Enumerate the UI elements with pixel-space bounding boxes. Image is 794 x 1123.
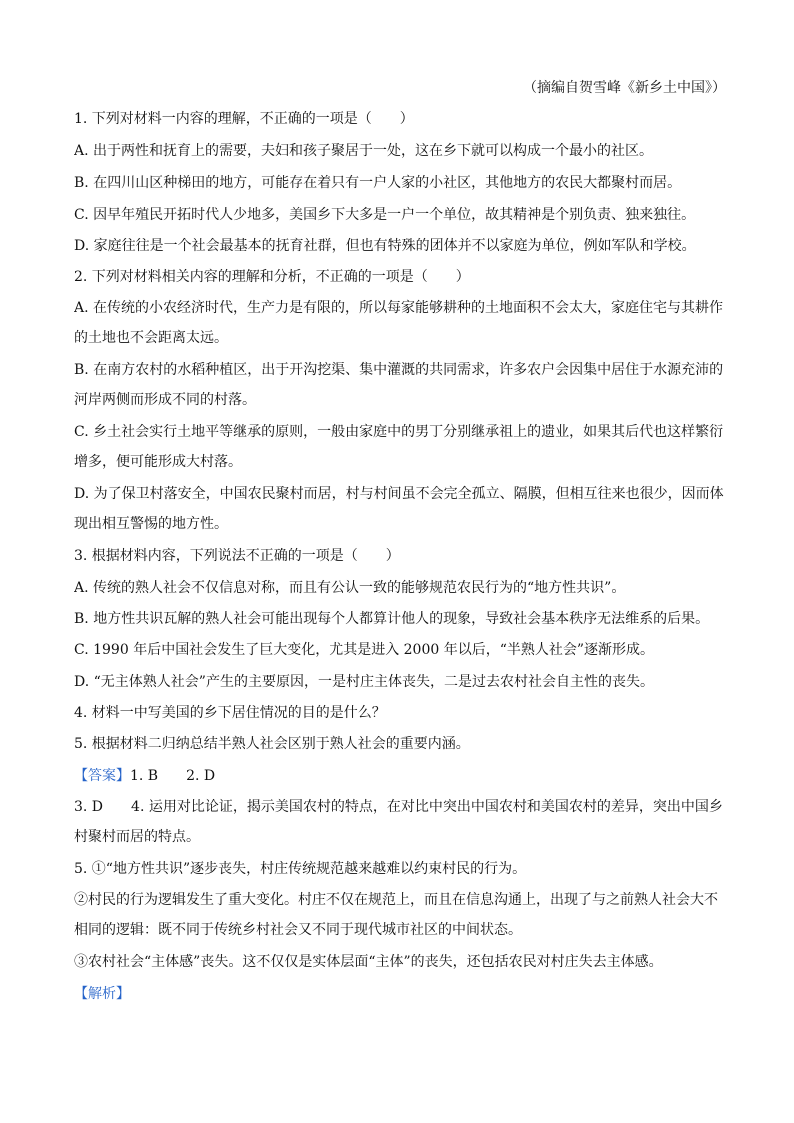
answer-line-5: ②村民的行为逻辑发生了重大变化。村庄不仅在规范上，而且在信息沟通上，出现了与之前熟人社会大不 <box>74 892 718 908</box>
answer-line-1-text: 1. B 2. D <box>130 768 216 784</box>
answer-label: 【答案】 <box>74 768 130 784</box>
q2-option-b-line1: B. 在南方农村的水稻种植区，出于开沟挖渠、集中灌溉的共同需求，许多农户会因集中居住于水源充沛的 <box>74 362 724 378</box>
answer-line-3: 村聚村而居的特点。 <box>74 829 200 845</box>
analysis-heading <box>74 984 728 1004</box>
q1-stem: 1. 下列对材料一内容的理解，不正确的一项是（ ） <box>74 111 414 127</box>
q3-option-d: D. “无主体熟人社会”产生的主要原因，一是村庄主体丧失，二是过去农村社会自主性的丧失。 <box>74 674 654 690</box>
q2-option-c-line1: C. 乡土社会实行土地平等继承的原则，一般由家庭中的男丁分别继承祖上的遗业，如果其后代也这样繁衍 <box>74 424 724 440</box>
answer-line-1 <box>74 766 728 786</box>
q3-option-a: A. 传统的熟人社会不仅信息对称，而且有公认一致的能够规范农民行为的“地方性共识”。 <box>74 580 626 596</box>
q1-option-a: A. 出于两性和抚育上的需要，夫妇和孩子聚居于一处，这在乡下就可以构成一个最小的社区。 <box>74 143 654 159</box>
q2-option-d-line2: 现出相互警惕的地方性。 <box>74 516 228 532</box>
answer-line-6: 相同的逻辑：既不同于传统乡村社会又不同于现代城市社区的中间状态。 <box>74 922 522 938</box>
q5-stem: 5. 根据材料二归纳总结半熟人社会区别于熟人社会的重要内涵。 <box>74 736 470 752</box>
q2-option-a-line2: 的土地也不会距离太远。 <box>74 330 228 346</box>
q2-option-a-line1: A. 在传统的小农经济时代，生产力是有限的，所以每家能够耕种的土地面积不会太大，家庭住宅与其耕作 <box>74 300 724 316</box>
source-citation: （摘编自贺雪峰《新乡土中国》） <box>523 80 726 96</box>
q2-option-d-line1: D. 为了保卫村落安全，中国农民聚村而居，村与村间虽不会完全孤立、隔膜，但相互往来也很少，因而体 <box>74 486 724 502</box>
q1-option-c: C. 因早年殖民开拓时代人少地多，美国乡下大多是一户一个单位，故其精神是个别负责、独来独往。 <box>74 207 696 223</box>
q1-option-b: B. 在四川山区种梯田的地方，可能存在着只有一户人家的小社区，其他地方的农民大都聚村而居。 <box>74 175 682 191</box>
q3-option-c: C. 1990 年后中国社会发生了巨大变化，尤其是进入 2000 年以后，“半熟人社会”逐渐形成。 <box>74 642 655 658</box>
analysis-label: 【解析】 <box>74 986 130 1002</box>
q2-option-b-line2: 河岸两侧而形成不同的村落。 <box>74 392 256 408</box>
q2-stem: 2. 下列对材料相关内容的理解和分析，不正确的一项是（ ） <box>74 269 470 285</box>
answer-line-2: 3. D 4. 运用对比论证，揭示美国农村的特点，在对比中突出中国农村和美国农村的差异，突出中国乡 <box>74 799 723 815</box>
q3-option-b: B. 地方性共识瓦解的熟人社会可能出现每个人都算计他人的现象，导致社会基本秩序无法维系的后果。 <box>74 611 710 627</box>
answer-line-4: 5. ①“地方性共识”逐步丧失，村庄传统规范越来越难以约束村民的行为。 <box>74 861 527 877</box>
q1-option-d: D. 家庭往往是一个社会最基本的抚育社群，但也有特殊的团体并不以家庭为单位，例如军队和学校。 <box>74 238 696 254</box>
q3-stem: 3. 根据材料内容，下列说法不正确的一项是（ ） <box>74 548 400 564</box>
q4-stem: 4. 材料一中写美国的乡下居住情况的目的是什么？ <box>74 705 386 721</box>
q2-option-c-line2: 增多，便可能形成大村落。 <box>74 454 242 470</box>
answer-line-7: ③农村社会“主体感”丧失。这不仅仅是实体层面“主体”的丧失，还包括农民对村庄失去主体感。 <box>74 954 663 970</box>
